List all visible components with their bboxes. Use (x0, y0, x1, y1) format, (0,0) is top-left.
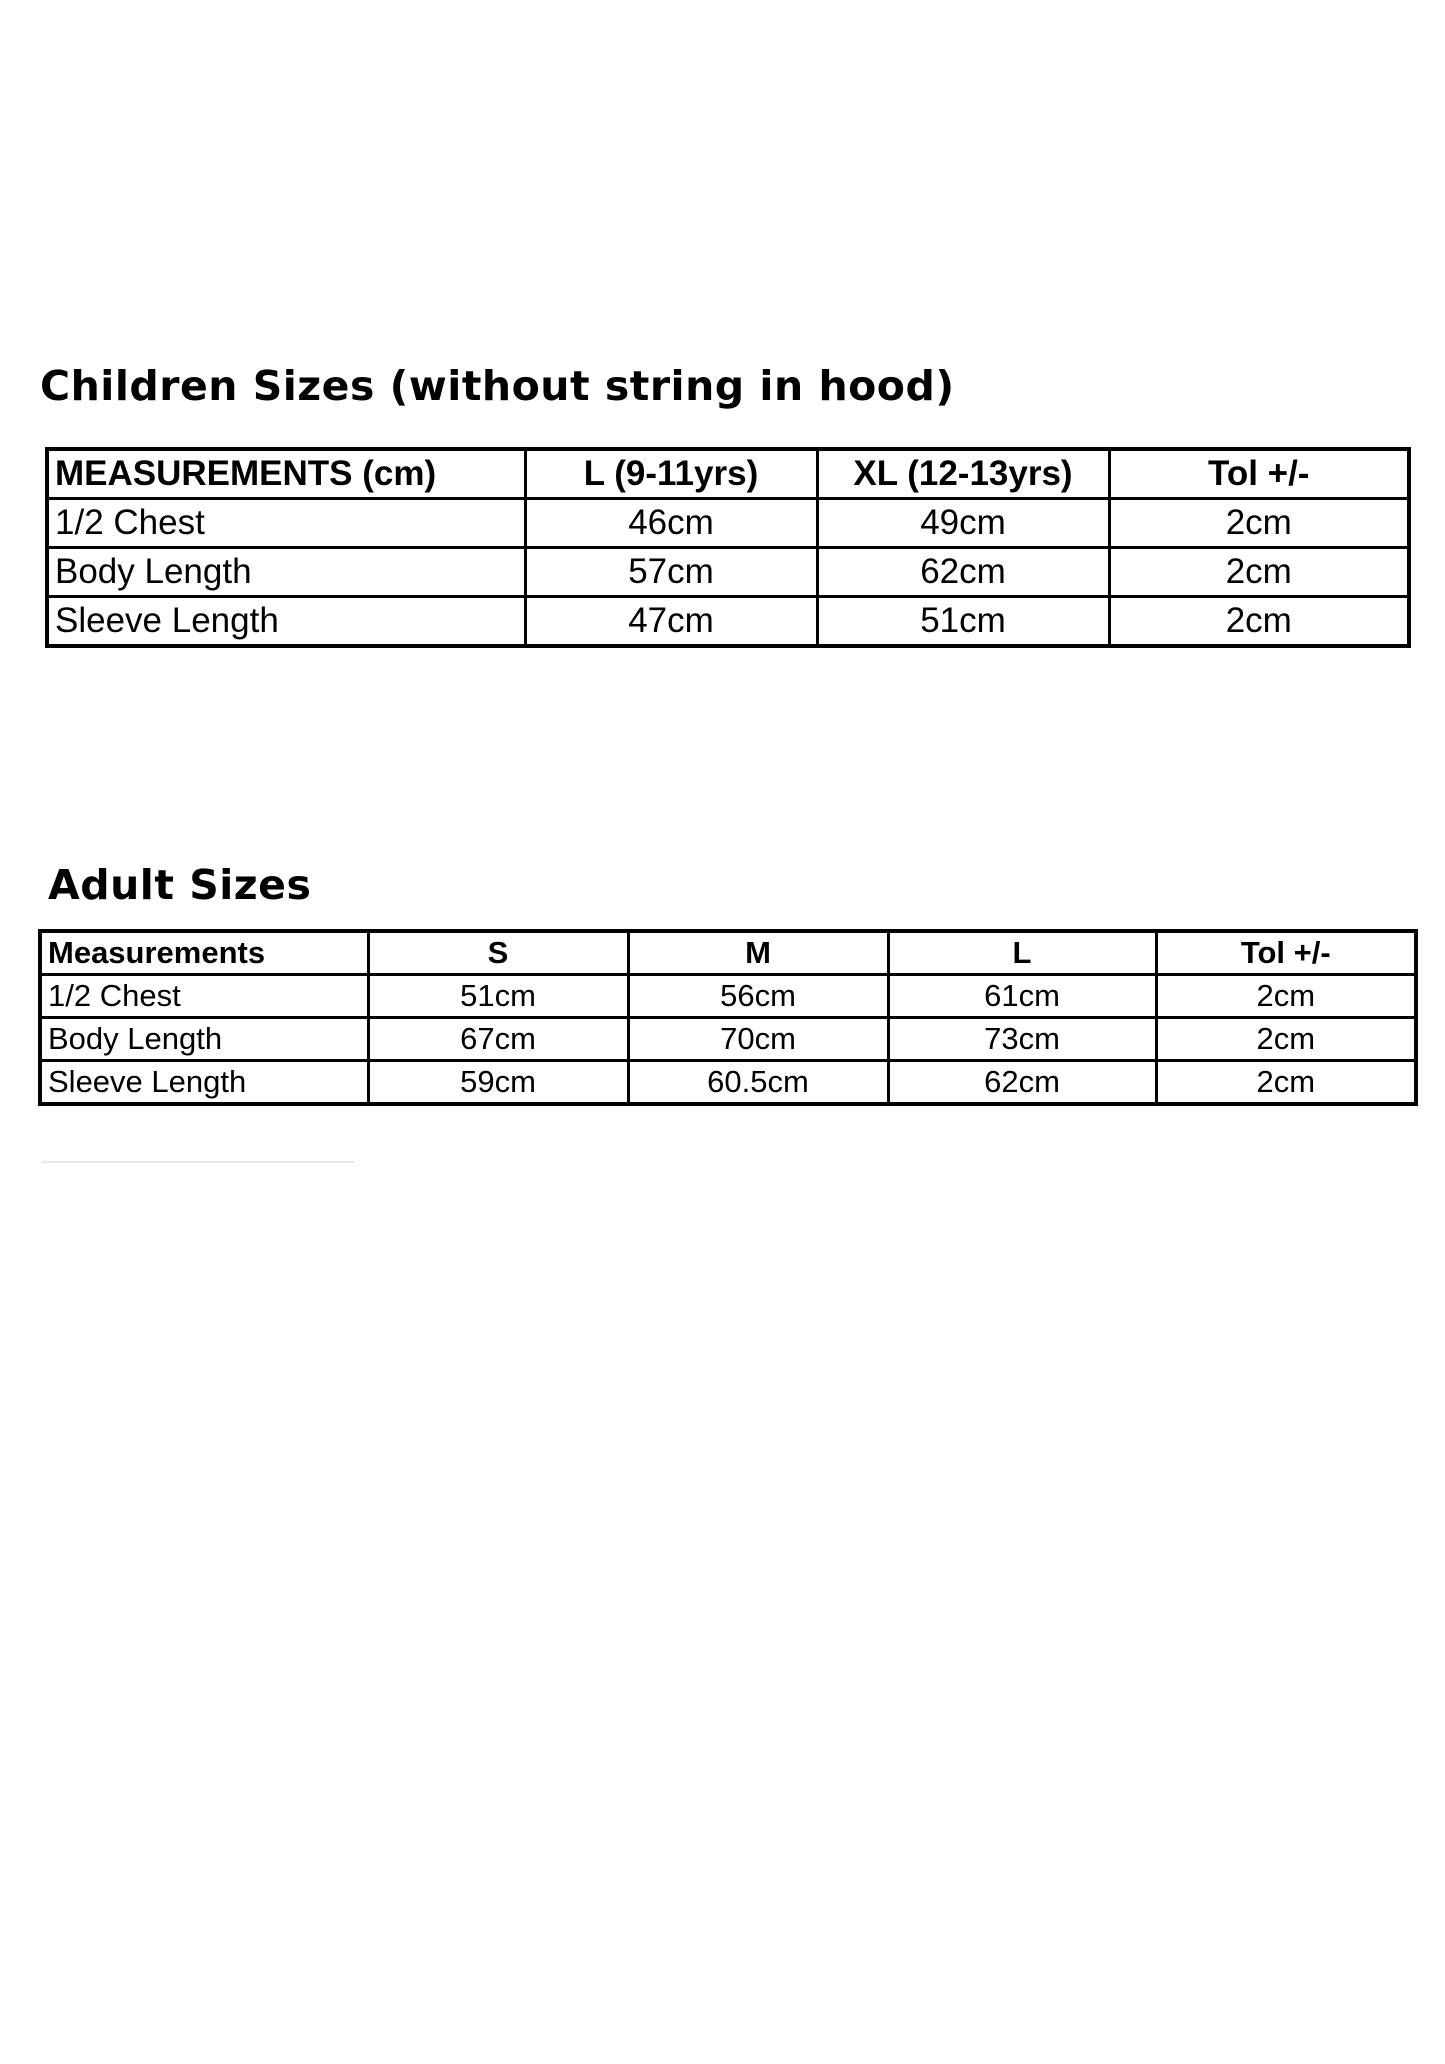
table-cell: 73cm (888, 1018, 1156, 1061)
table-cell: 46cm (525, 499, 817, 548)
children-sizes-heading: Children Sizes (without string in hood) (40, 362, 955, 410)
row-label: Sleeve Length (40, 1061, 368, 1105)
divider-line (42, 1161, 354, 1163)
table-row (40, 1061, 1416, 1105)
column-header: Tol +/- (1156, 931, 1416, 975)
table-header-row (40, 931, 1416, 975)
column-header: M (628, 931, 888, 975)
column-header: XL (12-13yrs) (817, 449, 1109, 499)
children-sizes-table (45, 447, 1411, 648)
row-label: 1/2 Chest (40, 975, 368, 1018)
table-cell: 2cm (1109, 499, 1409, 548)
row-label: 1/2 Chest (47, 499, 525, 548)
table-cell: 62cm (817, 548, 1109, 597)
table-cell: 57cm (525, 548, 817, 597)
column-header: L (9-11yrs) (525, 449, 817, 499)
table-cell: 2cm (1156, 1061, 1416, 1105)
table-cell: 56cm (628, 975, 888, 1018)
table-cell: 2cm (1156, 1018, 1416, 1061)
table-cell: 62cm (888, 1061, 1156, 1105)
table-cell: 67cm (368, 1018, 628, 1061)
table-cell: 51cm (817, 597, 1109, 647)
adult-sizes-table (38, 929, 1418, 1106)
table-row (47, 499, 1409, 548)
column-header: L (888, 931, 1156, 975)
row-label: Body Length (40, 1018, 368, 1061)
column-header: S (368, 931, 628, 975)
table-cell: 70cm (628, 1018, 888, 1061)
table-cell: 59cm (368, 1061, 628, 1105)
column-header: Tol +/- (1109, 449, 1409, 499)
column-header: Measurements (40, 931, 368, 975)
table-cell: 61cm (888, 975, 1156, 1018)
row-label: Body Length (47, 548, 525, 597)
table-cell: 2cm (1109, 548, 1409, 597)
column-header: MEASUREMENTS (cm) (47, 449, 525, 499)
table-row (40, 975, 1416, 1018)
table-cell: 49cm (817, 499, 1109, 548)
table-row (40, 1018, 1416, 1061)
row-label: Sleeve Length (47, 597, 525, 647)
table-header-row (47, 449, 1409, 499)
table-cell: 2cm (1109, 597, 1409, 647)
table-cell: 47cm (525, 597, 817, 647)
table-row (47, 597, 1409, 647)
adult-sizes-heading: Adult Sizes (48, 861, 312, 909)
table-cell: 51cm (368, 975, 628, 1018)
table-cell: 2cm (1156, 975, 1416, 1018)
table-row (47, 548, 1409, 597)
table-cell: 60.5cm (628, 1061, 888, 1105)
